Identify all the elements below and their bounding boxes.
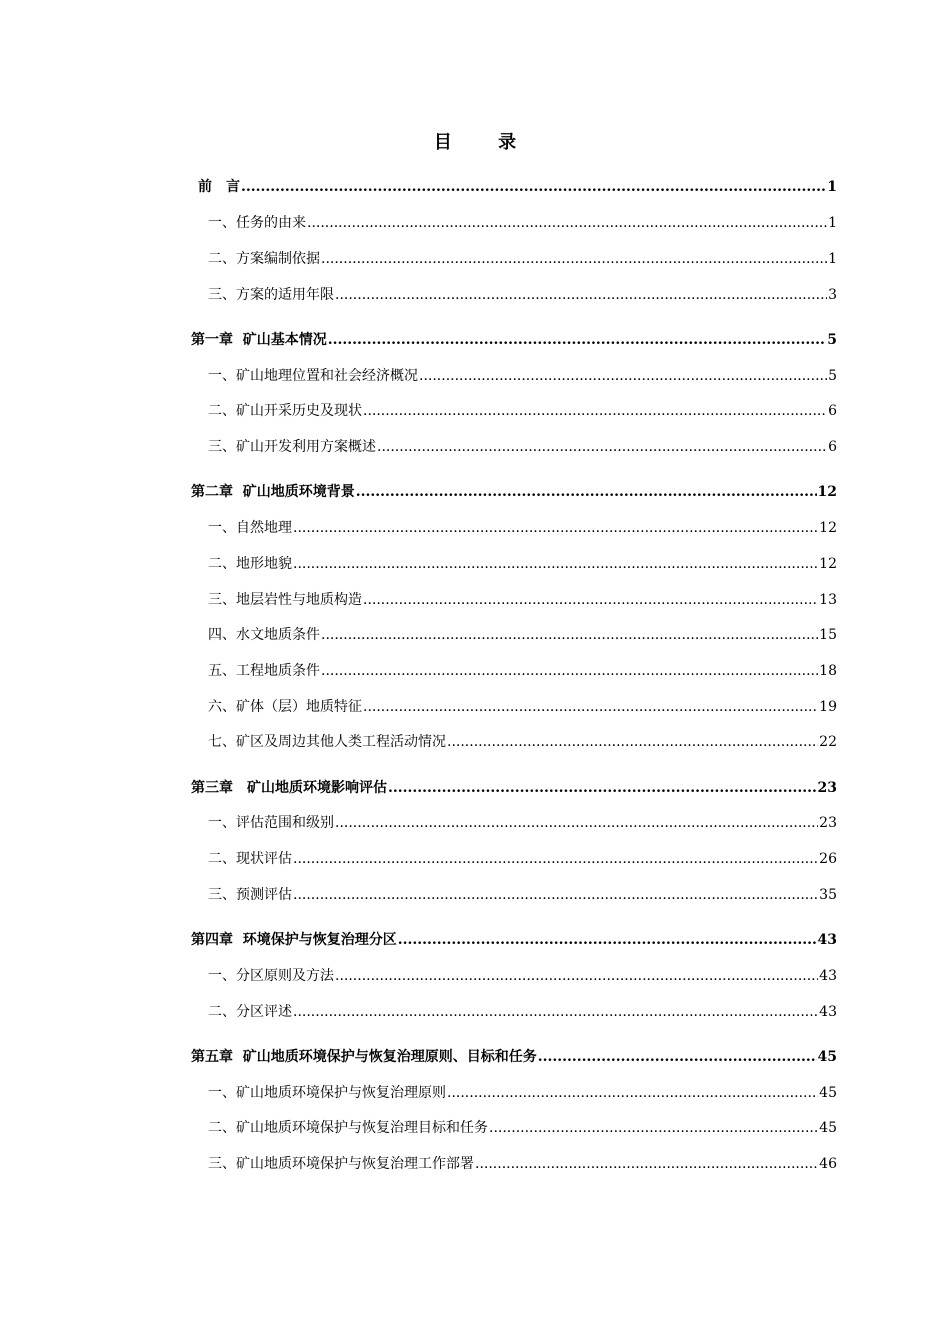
toc-page-number: 18 [819, 663, 837, 679]
toc-section-entry[interactable] [191, 660, 837, 680]
toc-leader-dots [363, 698, 818, 716]
toc-section-entry[interactable] [191, 1082, 837, 1102]
toc-entry-label: 二、地形地貌 [208, 556, 292, 572]
toc-page-number: 12 [817, 484, 837, 500]
toc-entry-label: 第三章 矿山地质环境影响评估 [191, 780, 387, 796]
toc-section-entry[interactable] [191, 553, 837, 573]
toc-section-entry[interactable] [191, 696, 837, 716]
toc-chapter-entry[interactable] [191, 329, 837, 349]
toc-chapter-entry[interactable] [191, 481, 837, 501]
toc-entry-label: 二、矿山开采历史及现状 [208, 403, 362, 419]
toc-entry-label: 六、矿体（层）地质特征 [208, 699, 362, 715]
toc-page-number: 5 [827, 332, 837, 348]
toc-chapter-entry[interactable] [191, 176, 837, 196]
toc-entry-label: 一、分区原则及方法 [208, 968, 334, 984]
toc-page-number: 1 [828, 251, 837, 267]
toc-section-entry[interactable] [191, 848, 837, 868]
toc-leader-dots [419, 367, 827, 385]
toc-page-number: 15 [819, 627, 837, 643]
toc-page-number: 1 [828, 215, 837, 231]
toc-leader-dots [335, 286, 827, 304]
toc-entry-label: 七、矿区及周边其他人类工程活动情况 [208, 734, 446, 750]
toc-page-number: 5 [828, 368, 837, 384]
toc-leader-dots [447, 1084, 818, 1102]
toc-page-number: 23 [819, 815, 837, 831]
toc-entry-label: 第一章 矿山基本情况 [191, 332, 327, 348]
toc-section-entry[interactable] [191, 365, 837, 385]
toc-entry-label: 二、现状评估 [208, 851, 292, 867]
toc-entry-label: 一、评估范围和级别 [208, 815, 334, 831]
toc-page-number: 22 [819, 734, 837, 750]
toc-section-entry[interactable] [191, 1001, 837, 1021]
toc-page-number: 35 [819, 887, 837, 903]
toc-entry-label: 五、工程地质条件 [208, 663, 320, 679]
toc-page-number: 45 [817, 1049, 837, 1065]
toc-entry-label: 二、矿山地质环境保护与恢复治理目标和任务 [208, 1120, 488, 1136]
toc-leader-dots [293, 886, 818, 904]
toc-page-number: 6 [828, 439, 837, 455]
toc-section-entry[interactable] [191, 436, 837, 456]
toc-entry-label: 一、矿山地理位置和社会经济概况 [208, 368, 418, 384]
toc-entry-label: 三、方案的适用年限 [208, 287, 334, 303]
toc-leader-dots [335, 967, 818, 985]
toc-entry-label: 前 言 [198, 179, 240, 195]
toc-page-number: 43 [819, 968, 837, 984]
toc-leader-dots [293, 1003, 818, 1021]
toc-leader-dots [328, 331, 827, 349]
toc-leader-dots [398, 931, 817, 949]
toc-chapter-entry[interactable] [191, 929, 837, 949]
toc-entry-label: 第四章 环境保护与恢复治理分区 [191, 932, 397, 948]
toc-leader-dots [363, 591, 818, 609]
toc-page-number: 43 [819, 1004, 837, 1020]
toc-entry-label: 一、矿山地质环境保护与恢复治理原则 [208, 1085, 446, 1101]
toc-page-number: 45 [819, 1085, 837, 1101]
toc-section-entry[interactable] [191, 517, 837, 537]
toc-page-number: 43 [817, 932, 837, 948]
toc-section-entry[interactable] [191, 212, 837, 232]
toc-leader-dots [321, 626, 818, 644]
toc-leader-dots [241, 178, 826, 196]
toc-page-number: 12 [819, 556, 837, 572]
toc-page-number: 1 [827, 179, 837, 195]
toc-section-entry[interactable] [191, 1117, 837, 1137]
toc-leader-dots [293, 555, 818, 573]
toc-section-entry[interactable] [191, 965, 837, 985]
toc-page-number: 45 [819, 1120, 837, 1136]
toc-leader-dots [388, 779, 817, 797]
toc-leader-dots [475, 1155, 818, 1173]
toc-leader-dots [489, 1119, 818, 1137]
toc-section-entry[interactable] [191, 284, 837, 304]
toc-entry-label: 四、水文地质条件 [208, 627, 320, 643]
toc-leader-dots [307, 214, 827, 232]
toc-section-entry[interactable] [191, 731, 837, 751]
toc-leader-dots [363, 402, 827, 420]
toc-section-entry[interactable] [191, 812, 837, 832]
toc-entry-label: 二、分区评述 [208, 1004, 292, 1020]
toc-entry-label: 一、任务的由来 [208, 215, 306, 231]
toc-page-number: 46 [819, 1156, 837, 1172]
toc-entry-label: 第五章 矿山地质环境保护与恢复治理原则、目标和任务 [191, 1049, 537, 1065]
toc-entry-label: 二、方案编制依据 [208, 251, 320, 267]
toc-section-entry[interactable] [191, 624, 837, 644]
toc-leader-dots [335, 814, 818, 832]
toc-page-number: 19 [819, 699, 837, 715]
toc-section-entry[interactable] [191, 248, 837, 268]
toc-page-number: 26 [819, 851, 837, 867]
toc-page-number: 23 [817, 780, 837, 796]
toc-section-entry[interactable] [191, 884, 837, 904]
toc-entry-label: 三、矿山地质环境保护与恢复治理工作部署 [208, 1156, 474, 1172]
toc-page-number: 6 [828, 403, 837, 419]
toc-leader-dots [356, 483, 817, 501]
toc-entry-label: 第二章 矿山地质环境背景 [191, 484, 355, 500]
toc-entry-label: 三、预测评估 [208, 887, 292, 903]
toc-leader-dots [293, 850, 818, 868]
toc-section-entry[interactable] [191, 1153, 837, 1173]
toc-leader-dots [321, 662, 818, 680]
toc-chapter-entry[interactable] [191, 1046, 837, 1066]
toc-leader-dots [293, 519, 818, 537]
toc-entry-label: 三、矿山开发利用方案概述 [208, 439, 376, 455]
toc-leader-dots [377, 438, 827, 456]
toc-title: 目 录 [433, 132, 537, 153]
toc-leader-dots [538, 1048, 817, 1066]
toc-entry-label: 三、地层岩性与地质构造 [208, 592, 362, 608]
toc-entry-label: 一、自然地理 [208, 520, 292, 536]
toc-page-number: 13 [819, 592, 837, 608]
toc-section-entry[interactable] [191, 589, 837, 609]
toc-leader-dots [447, 733, 818, 751]
toc-page-number: 3 [828, 287, 837, 303]
toc-leader-dots [321, 250, 827, 268]
toc-chapter-entry[interactable] [191, 777, 837, 797]
toc-section-entry[interactable] [191, 400, 837, 420]
toc-page-number: 12 [819, 520, 837, 536]
